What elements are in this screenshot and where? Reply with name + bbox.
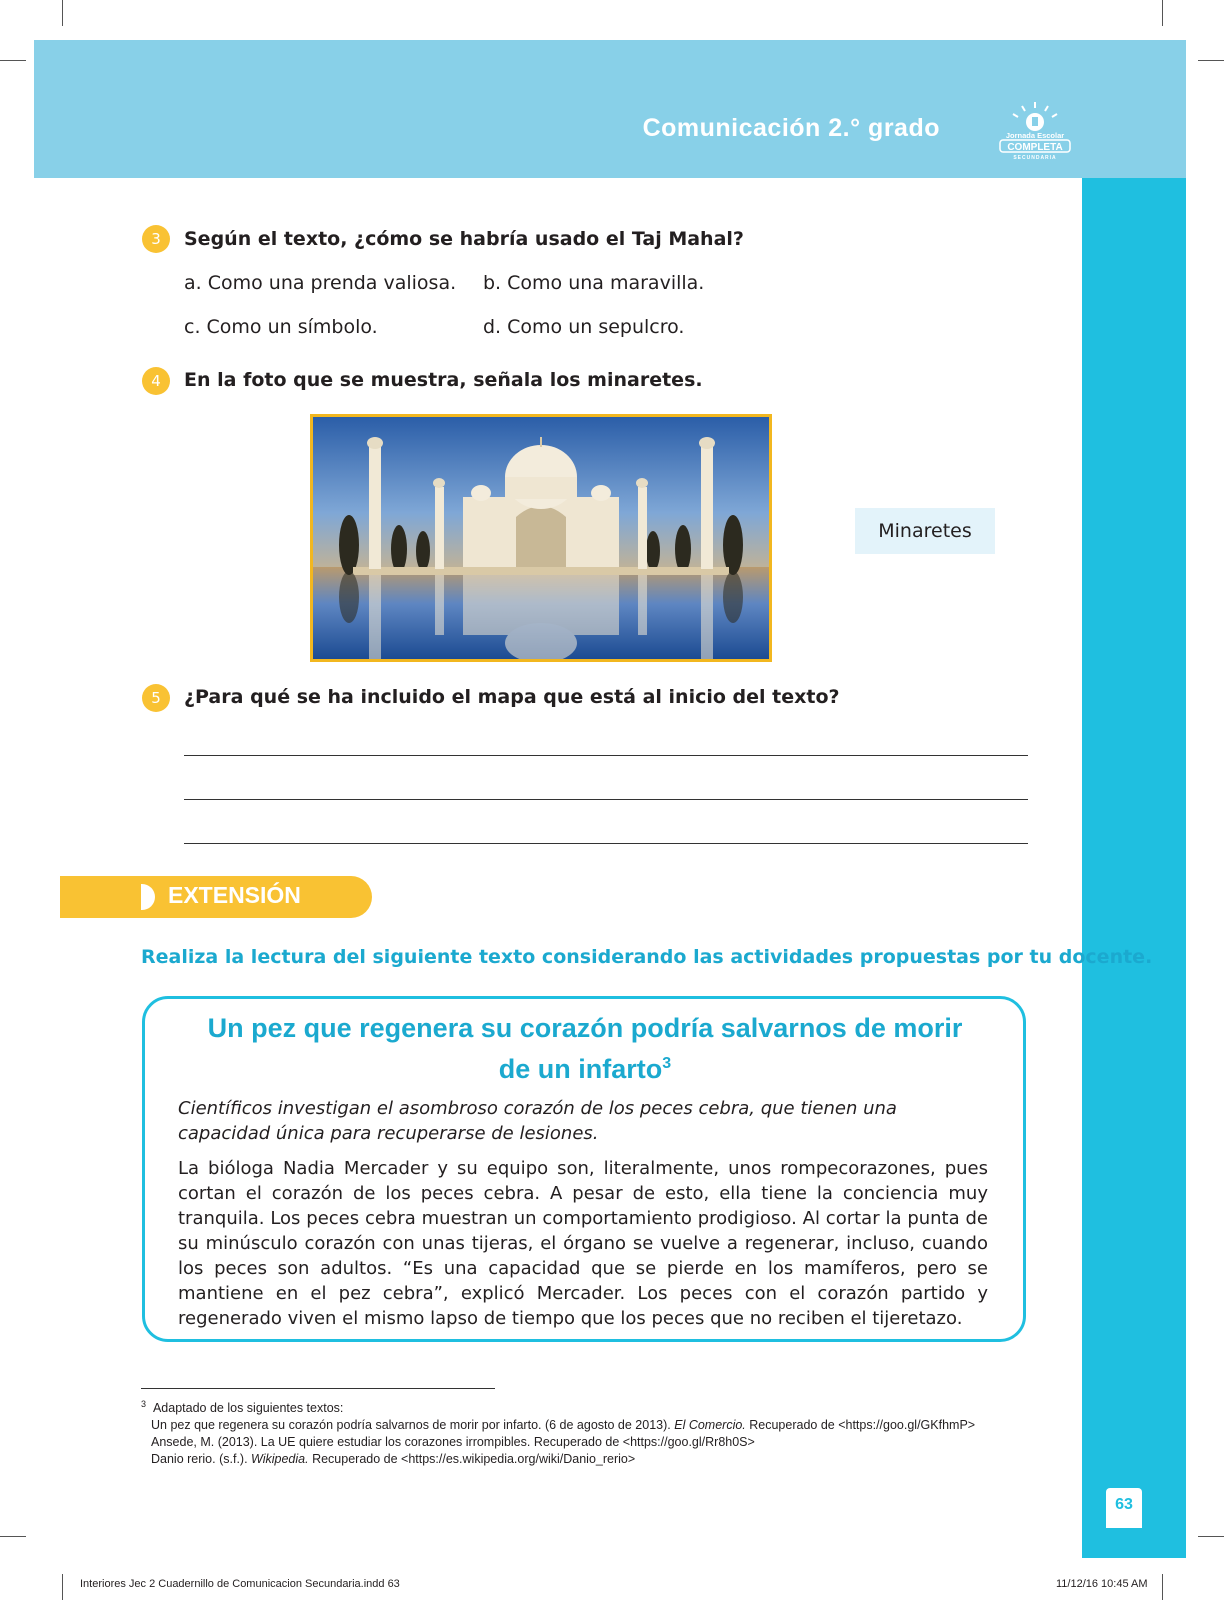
crop-mark [0, 1536, 26, 1537]
question-3-text: Según el texto, ¿cómo se habría usado el Taj Mahal? [184, 228, 744, 250]
logo-text-bottom: SECUNDARIA [1013, 155, 1057, 161]
question-4-text: En la foto que se muestra, señala los minaretes. [184, 369, 703, 391]
article-lead: Científicos investigan el asombroso corazón de los peces cebra, que tienen una capacidad única para recuperarse de lesiones. [178, 1098, 897, 1144]
crop-mark [62, 1574, 63, 1600]
question-number-badge: 4 [142, 367, 170, 395]
taj-mahal-illustration [313, 417, 769, 659]
extension-instruction: Realiza la lectura del siguiente texto considerando las actividades propuestas por tu docente. [141, 946, 1153, 968]
option-d: d. Como un sepulcro. [483, 316, 685, 338]
article-body: La bióloga Nadia Mercader y su equipo son, literalmente, unos rompecorazones, pues cortan el corazón de los peces cebra. A pesar de esto, ella tiene la conciencia muy tranquila. Los peces cebra muestran un comportamiento prodigioso. Al cortar la punta de su minúsculo corazón con unas tijeras, el órgano se vuelve a regenerar, incluso, cuando los peces son adultos. “Es una capacidad que se pierde en los mamíferos, pero se mantiene en el pez cebra”, explicó Mercader. Los peces con el corazón partido y regenerado viven el mismo lapso de tiempo que los peces que no reciben el tijeretazo. [178, 1158, 988, 1329]
crop-mark [1162, 1574, 1163, 1600]
print-slug-date: 11/12/16 10:45 AM [1056, 1578, 1148, 1590]
print-slug-file: Interiores Jec 2 Cuadernillo de Comunicacion Secundaria.indd 63 [80, 1578, 400, 1590]
footnote-rule [141, 1388, 495, 1389]
footnote-source-1-publication: El Comercio. [674, 1418, 746, 1433]
option-c: c. Como un símbolo. [184, 316, 378, 338]
taj-mahal-photo [310, 414, 772, 662]
side-color-bar [1082, 178, 1186, 1558]
footnote-intro: Adaptado de los siguientes textos: [152, 1401, 344, 1416]
answer-line [184, 755, 1028, 756]
article-title-line1: Un pez que regenera su corazón podría salvarnos de morir [207, 1013, 963, 1043]
article-title-line2: de un infarto [498, 1054, 663, 1084]
jornada-escolar-completa-logo [994, 100, 1076, 162]
crop-mark [1198, 60, 1224, 61]
article-title-ref: 3 [662, 1055, 672, 1072]
option-a: a. Como una prenda valiosa. [184, 272, 457, 294]
logo-text-top: Jornada Escolar [1005, 131, 1065, 140]
logo-text-main: COMPLETA [1007, 142, 1063, 153]
footnote-source-3-publication: Wikipedia. [251, 1452, 309, 1467]
article-title [160, 1010, 1010, 1087]
option-b: b. Como una maravilla. [483, 272, 705, 294]
question-5-text: ¿Para qué se ha incluido el mapa que está al inicio del texto? [184, 686, 840, 708]
footnote-source-1-url: Recuperado de <https://goo.gl/GKfhmP> [745, 1418, 976, 1433]
crop-mark [1162, 0, 1163, 26]
answer-line [184, 843, 1028, 844]
answer-line [184, 799, 1028, 800]
page-number: 63 [1106, 1488, 1142, 1528]
question-number-badge: 5 [142, 684, 170, 712]
crop-mark [0, 60, 26, 61]
minaretes-label: Minaretes [855, 508, 995, 554]
footnote-source-2: Ansede, M. (2013). La UE quiere estudiar los corazones irrompibles. Recuperado de <https://goo.gl/Rr8h0S> [151, 1435, 755, 1450]
footnote-source-1: Un pez que regenera su corazón podría salvarnos de morir por infarto. (6 de agosto de 2013). [151, 1418, 675, 1433]
crop-mark [1198, 1536, 1224, 1537]
page-header-title: Comunicación 2.° grado [642, 114, 940, 142]
footnote-ref: 3 [141, 1399, 147, 1409]
footnote-source-3-url: Recuperado de <https://es.wikipedia.org/wiki/Danio_rerio> [308, 1452, 636, 1467]
footnote [141, 1396, 975, 1468]
question-number-badge: 3 [142, 225, 170, 253]
extension-heading: EXTENSIÓN [168, 882, 301, 908]
crop-mark [62, 0, 63, 26]
footnote-source-3: Danio rerio. (s.f.). [151, 1452, 252, 1467]
